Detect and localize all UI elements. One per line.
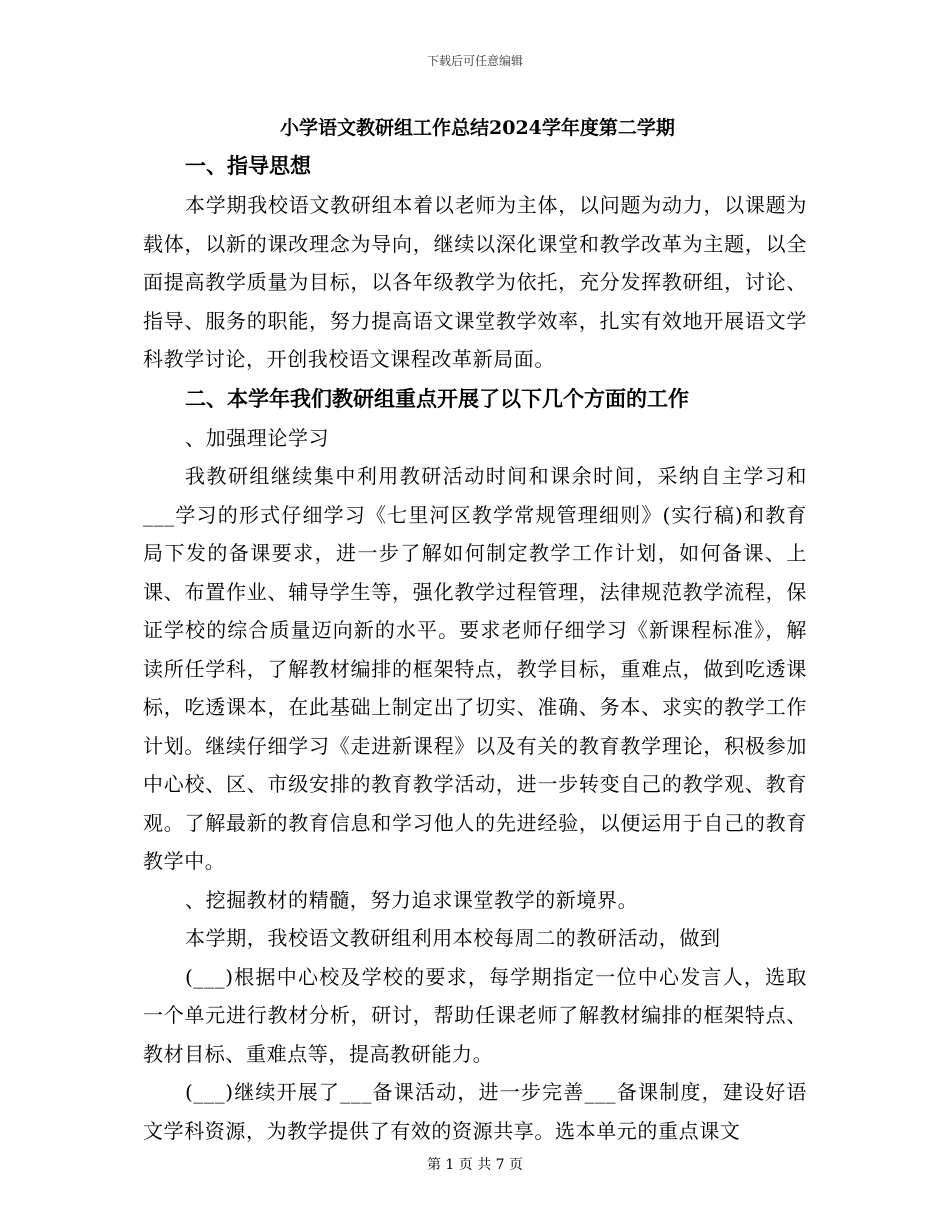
subheading-theory-study: 、加强理论学习: [185, 425, 330, 450]
paragraph-item-2: (___)继续开展了___备课活动，进一步完善___备课制度，建设好语文学科资源，为教学提供了有效的资源共享。选本单元的重点课文: [143, 1080, 807, 1143]
document-body: [143, 110, 807, 1150]
paragraph-theory-study: 我教研组继续集中利用教研活动时间和课余时间，采纳自主学习和___学习的形式仔细学习《七里河区教学常规管理细则》(实行稿)和教育局下发的备课要求，进一步了解如何制定教学工作计划，如何备课、上课、布置作业、辅导学生等，强化教学过程管理，法律规范教学流程，保证学校的综合质量迈向新的水平。要求老师仔细学习《新课程标准》，解读所任学科，了解教材编排的框架特点，教学目标，重难点，做到吃透课标，吃透课本，在此基础上制定出了切实、准确、务本、求实的教学工作计划。继续仔细学习《走进新课程》以及有关的教育教学理论，积极参加中心校、区、市级安排的教育教学活动，进一步转变自己的教学观、教育观。了解最新的教育信息和学习他人的先进经验，以便运用于自己的教育教学中。: [143, 464, 807, 873]
document-title: 小学语文教研组工作总结2024学年度第二学期: [280, 117, 675, 139]
page-header: 下载后可任意编辑: [426, 54, 523, 68]
paragraph-textbook-intro: 本学期，我校语文教研组利用本校每周二的教研活动，做到: [185, 926, 721, 950]
subheading-textbook-essence: 、挖掘教材的精髓，努力追求课堂教学的新境界。: [185, 887, 639, 912]
section-heading-guiding-ideology: 一、指导思想: [185, 153, 311, 178]
page-number: 第 1 页 共 7 页: [426, 1157, 524, 1173]
paragraph-guiding-ideology: 本学期我校语文教研组本着以老师为主体，以问题为动力，以课题为载体，以新的课改理念为导向，继续以深化课堂和教学改革为主题，以全面提高教学质量为目标，以各年级教学为依托，充分发挥教研组，讨论、指导、服务的职能，努力提高语文课堂教学效率，扎实有效地开展语文学科教学讨论，开创我校语文课程改革新局面。: [143, 193, 807, 371]
paragraph-item-1: (___)根据中心校及学校的要求，每学期指定一位中心发言人，选取一个单元进行教材分析，研讨，帮助任课老师了解教材编排的框架特点、教材目标、重难点等，提高教研能力。: [143, 964, 807, 1066]
section-heading-work-items: 二、本学年我们教研组重点开展了以下几个方面的工作: [185, 385, 689, 411]
